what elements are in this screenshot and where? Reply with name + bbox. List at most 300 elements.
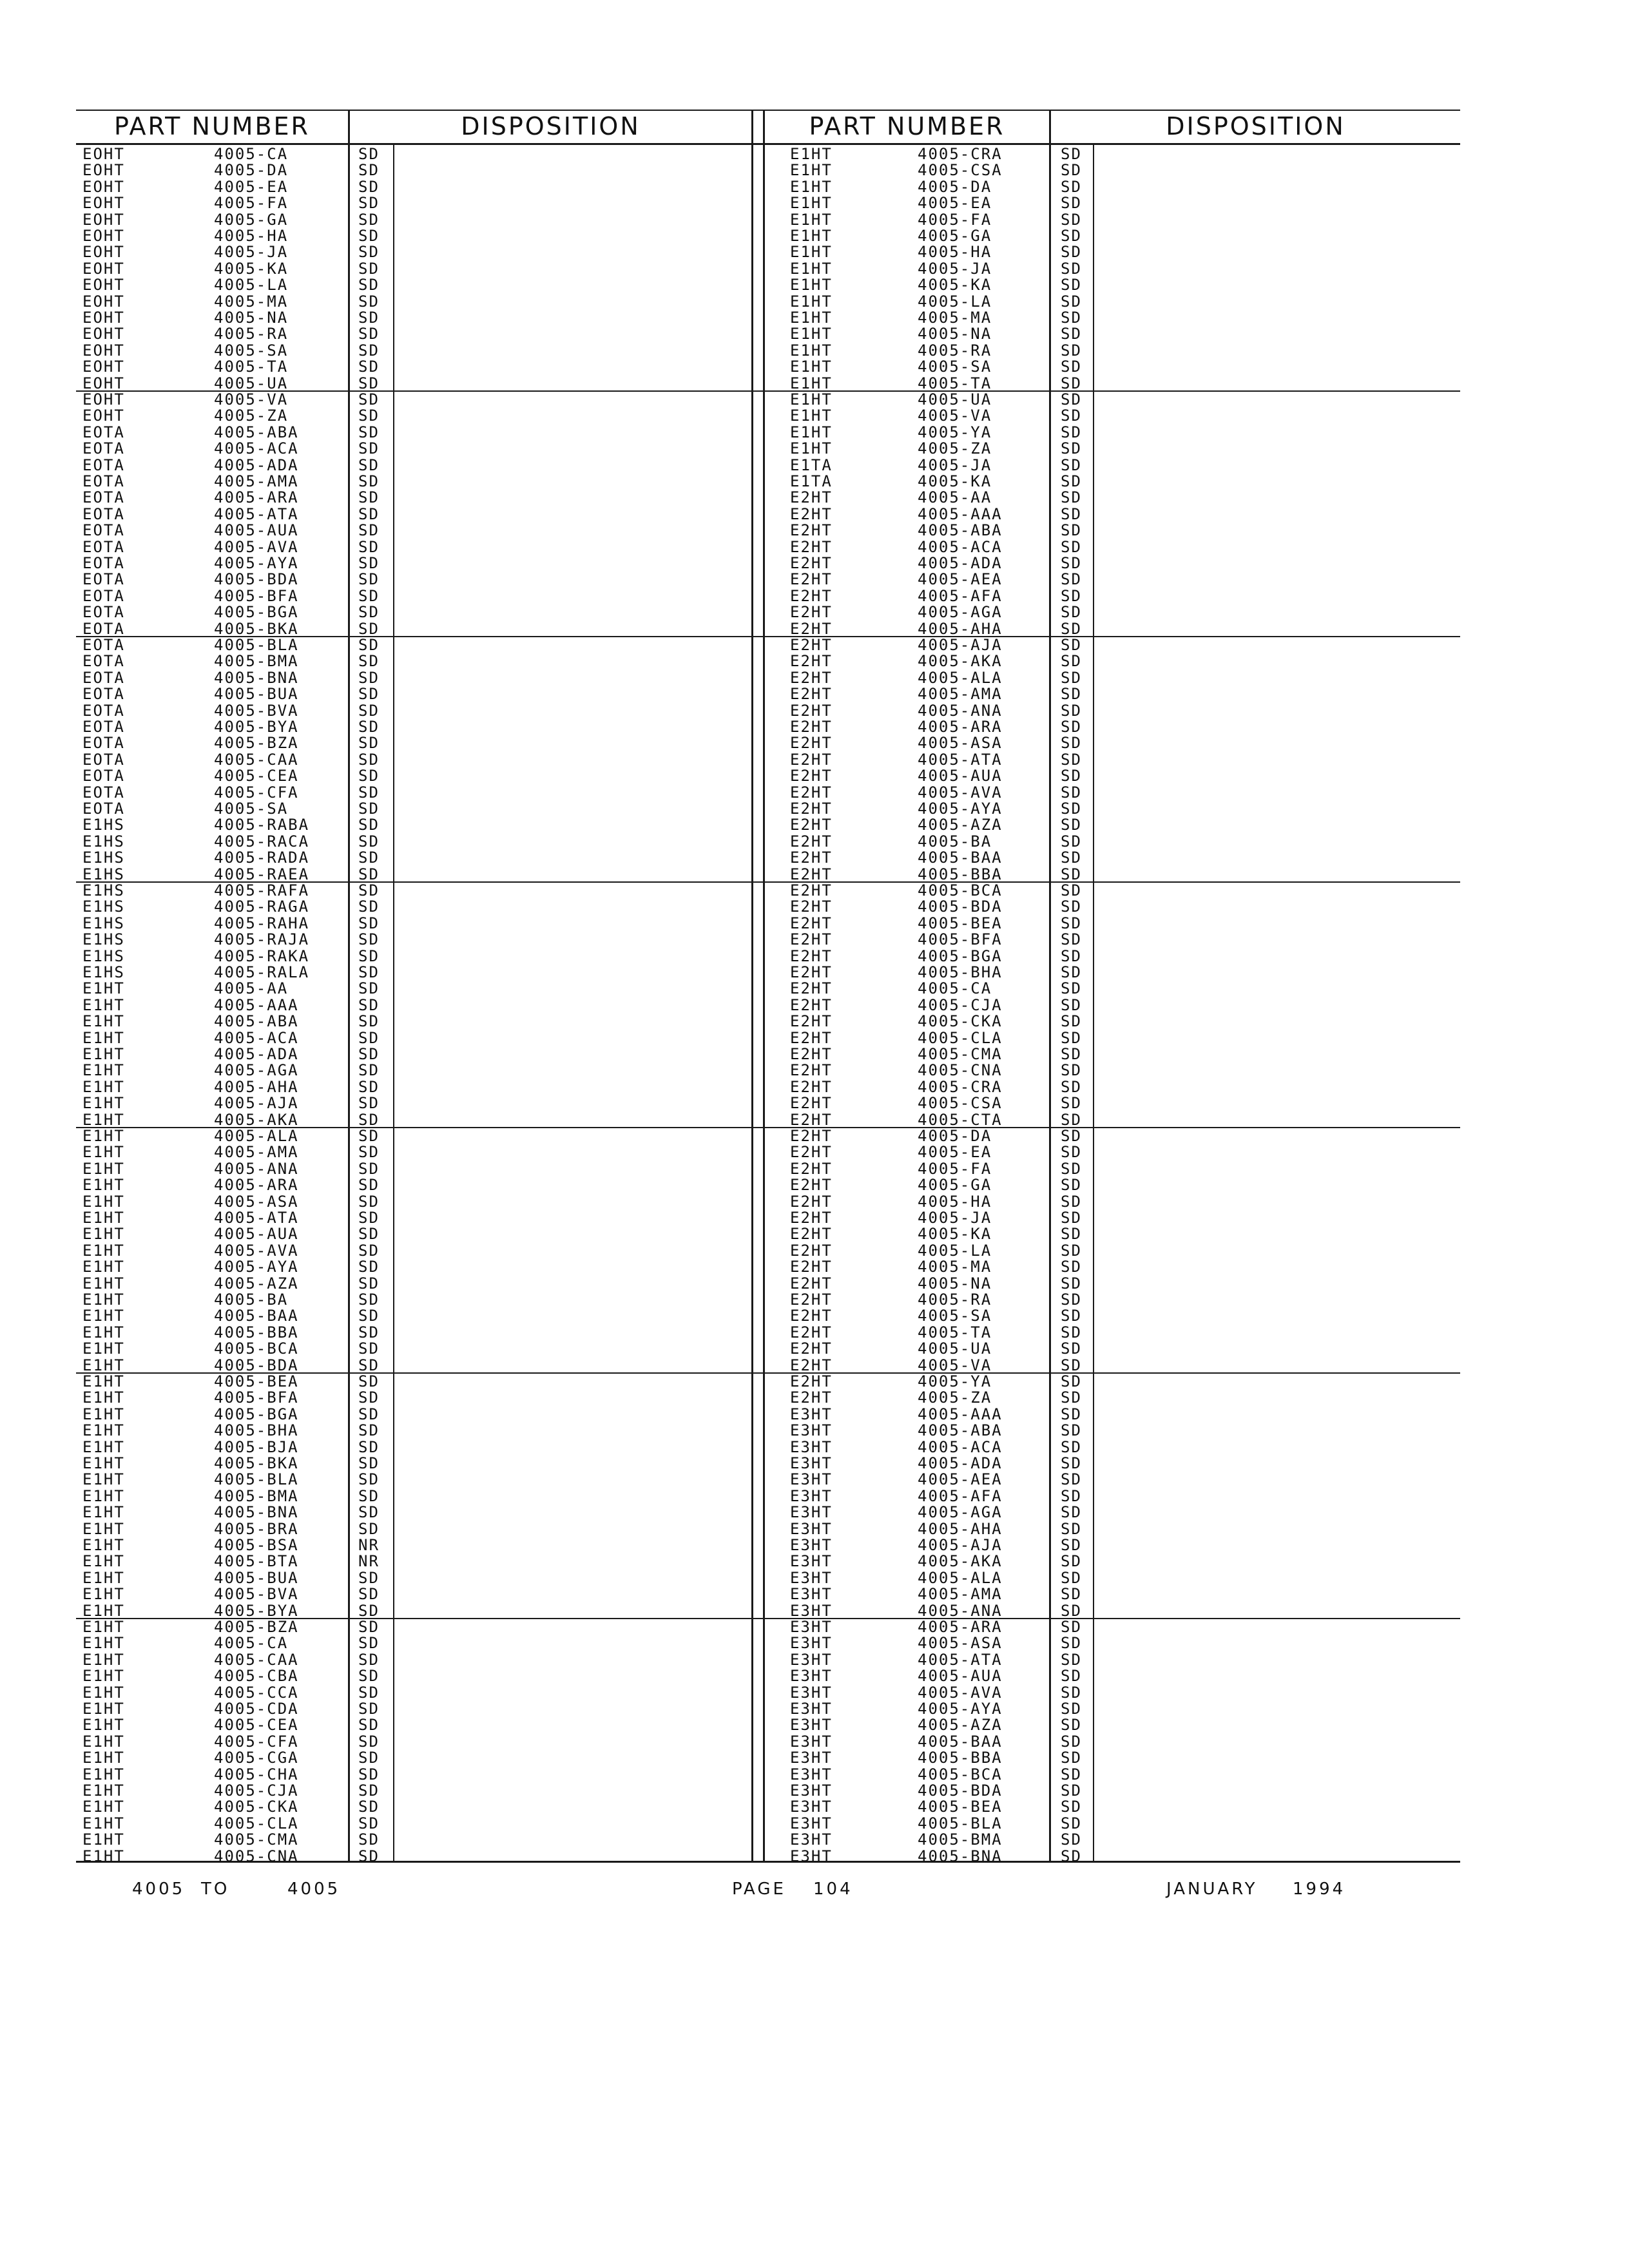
part-number: 4005-HA xyxy=(918,243,992,262)
disposition-code: SD xyxy=(1061,292,1082,311)
part-number: 4005-CSA xyxy=(918,1094,1003,1113)
disposition-code: SD xyxy=(358,194,380,213)
part-number: 4005-AGA xyxy=(918,603,1003,622)
part-prefix: E1HT xyxy=(82,1127,125,1145)
part-prefix: EOHT xyxy=(82,177,125,196)
part-number: 4005-JA xyxy=(918,456,992,474)
part-prefix: E3HT xyxy=(790,1585,833,1604)
disposition-code: SD xyxy=(358,1486,380,1505)
part-prefix: E3HT xyxy=(790,1634,833,1653)
part-prefix: EOHT xyxy=(82,194,125,213)
footer-range-to-label: TO xyxy=(201,1879,230,1899)
part-prefix: E2HT xyxy=(790,750,833,769)
disposition-code: SD xyxy=(1061,1700,1082,1718)
part-prefix: EOHT xyxy=(82,325,125,343)
part-prefix: E1HT xyxy=(790,292,833,311)
part-number: 4005-AA xyxy=(214,979,289,998)
disposition-code: SD xyxy=(358,783,380,802)
part-number: 4005-AAA xyxy=(918,1405,1003,1423)
disposition-code: SD xyxy=(1061,898,1082,916)
disposition-code: SD xyxy=(358,1454,380,1472)
part-prefix: E1HT xyxy=(790,276,833,294)
disposition-code: SD xyxy=(1061,881,1082,899)
part-prefix: EOTA xyxy=(82,488,125,507)
part-prefix: E2HT xyxy=(790,636,833,654)
part-prefix: E2HT xyxy=(790,734,833,753)
part-number: 4005-CKA xyxy=(214,1798,299,1816)
part-number: 4005-FA xyxy=(918,1159,992,1178)
part-prefix: E3HT xyxy=(790,1519,833,1538)
footer-page-label: PAGE xyxy=(732,1879,786,1899)
footer-range-from: 4005 xyxy=(132,1879,186,1899)
part-prefix: EOTA xyxy=(82,636,125,654)
part-prefix: E3HT xyxy=(790,1831,833,1849)
part-prefix: E1HT xyxy=(82,1061,125,1080)
part-prefix: E1HS xyxy=(82,832,125,850)
part-prefix: E1HT xyxy=(82,1814,125,1832)
part-prefix: E1HT xyxy=(82,1028,125,1047)
part-number: 4005-BKA xyxy=(214,619,299,638)
part-number: 4005-KA xyxy=(918,1225,992,1244)
part-number: 4005-AVA xyxy=(214,1241,299,1260)
part-number: 4005-ACA xyxy=(918,1437,1003,1456)
part-number: 4005-AMA xyxy=(918,685,1003,704)
part-prefix: E2HT xyxy=(790,685,833,704)
disposition-code: SD xyxy=(358,177,380,196)
part-number: 4005-AUA xyxy=(214,1225,299,1244)
disposition-code: SD xyxy=(358,423,380,441)
part-prefix: E3HT xyxy=(790,1700,833,1718)
disposition-code: SD xyxy=(358,325,380,343)
part-prefix: E1HS xyxy=(82,963,125,981)
part-prefix: E2HT xyxy=(790,783,833,802)
disposition-code: SD xyxy=(1061,718,1082,736)
disposition-code: SD xyxy=(358,161,380,180)
part-number: 4005-ARA xyxy=(918,1618,1003,1636)
part-number: 4005-SA xyxy=(214,800,289,818)
disposition-code: SD xyxy=(1061,439,1082,458)
disposition-code: SD xyxy=(358,1798,380,1816)
part-prefix: E2HT xyxy=(790,1045,833,1063)
disposition-code: SD xyxy=(358,292,380,311)
disposition-code: SD xyxy=(1061,554,1082,572)
part-number: 4005-FA xyxy=(214,194,289,213)
disposition-code: SD xyxy=(1061,1683,1082,1702)
part-prefix: E1HT xyxy=(82,1094,125,1113)
part-prefix: E3HT xyxy=(790,1405,833,1423)
disposition-code: SD xyxy=(1061,1798,1082,1816)
part-number: 4005-ZA xyxy=(214,407,289,425)
part-prefix: EOHT xyxy=(82,292,125,311)
disposition-code: SD xyxy=(1061,1470,1082,1489)
part-prefix: E2HT xyxy=(790,1241,833,1260)
part-number: 4005-JA xyxy=(918,259,992,278)
part-prefix: E2HT xyxy=(790,521,833,540)
part-number: 4005-RAHA xyxy=(214,914,310,932)
disposition-code: SD xyxy=(1061,1585,1082,1604)
part-prefix: EOHT xyxy=(82,227,125,245)
part-number: 4005-AMA xyxy=(214,472,299,490)
part-number: 4005-BVA xyxy=(214,701,299,720)
right-part-number-header: PART NUMBER xyxy=(809,112,1005,140)
part-prefix: E1HS xyxy=(82,914,125,932)
disposition-code: SD xyxy=(1061,1258,1082,1276)
part-number: 4005-BUA xyxy=(214,685,299,704)
part-number: 4005-BJA xyxy=(214,1437,299,1456)
part-prefix: E1HT xyxy=(790,243,833,262)
part-number: 4005-AJA xyxy=(214,1094,299,1113)
disposition-code: SD xyxy=(358,701,380,720)
part-number: 4005-DA xyxy=(214,161,289,180)
disposition-code: SD xyxy=(358,374,380,392)
part-prefix: E1HT xyxy=(790,177,833,196)
part-number: 4005-BNA xyxy=(214,1503,299,1522)
part-prefix: EOHT xyxy=(82,259,125,278)
disposition-code: SD xyxy=(358,1716,380,1735)
part-prefix: E3HT xyxy=(790,1765,833,1783)
part-number: 4005-CA xyxy=(918,979,992,998)
part-prefix: E2HT xyxy=(790,1143,833,1162)
part-number: 4005-BYA xyxy=(214,1601,299,1620)
part-number: 4005-ALA xyxy=(214,1127,299,1145)
part-number: 4005-TA xyxy=(918,1323,992,1341)
disposition-code: SD xyxy=(358,1437,380,1456)
part-number: 4005-CA xyxy=(214,145,289,163)
disposition-code: SD xyxy=(1061,505,1082,523)
part-number: 4005-CHA xyxy=(214,1765,299,1783)
left-disposition-header: DISPOSITION xyxy=(461,112,641,140)
part-prefix: E2HT xyxy=(790,1209,833,1227)
part-prefix: E3HT xyxy=(790,1536,833,1554)
part-number: 4005-EA xyxy=(214,177,289,196)
part-prefix: E1HT xyxy=(82,1258,125,1276)
part-prefix: EOTA xyxy=(82,505,125,523)
part-number: 4005-AMA xyxy=(214,1143,299,1162)
disposition-code: SD xyxy=(1061,1274,1082,1293)
part-number: 4005-ABA xyxy=(214,423,299,441)
disposition-code: SD xyxy=(1061,472,1082,490)
disposition-code: SD xyxy=(1061,1814,1082,1832)
part-prefix: E2HT xyxy=(790,1372,833,1390)
disposition-code: SD xyxy=(358,210,380,229)
part-number: 4005-KA xyxy=(918,472,992,490)
part-number: 4005-ARA xyxy=(214,1176,299,1195)
disposition-code: SD xyxy=(1061,521,1082,540)
part-prefix: E3HT xyxy=(790,1749,833,1767)
part-prefix: E1HT xyxy=(82,1143,125,1162)
disposition-code: SD xyxy=(1061,816,1082,834)
part-number: 4005-ZA xyxy=(918,1389,992,1407)
disposition-code: SD xyxy=(358,995,380,1014)
part-number: 4005-AKA xyxy=(918,1552,1003,1571)
part-prefix: E2HT xyxy=(790,554,833,572)
part-number: 4005-ANA xyxy=(918,1601,1003,1620)
part-prefix: E1HS xyxy=(82,881,125,899)
part-prefix: E1HT xyxy=(82,1307,125,1325)
part-prefix: E1HS xyxy=(82,947,125,965)
part-number: 4005-AJA xyxy=(918,1536,1003,1554)
part-number: 4005-CEA xyxy=(214,1716,299,1735)
part-prefix: E3HT xyxy=(790,1421,833,1440)
part-number: 4005-ARA xyxy=(918,718,1003,736)
disposition-code: SD xyxy=(358,832,380,850)
part-prefix: E1HT xyxy=(82,1519,125,1538)
disposition-code: SD xyxy=(1061,1732,1082,1751)
part-prefix: E1HT xyxy=(82,1159,125,1178)
part-prefix: E1HT xyxy=(790,161,833,180)
part-prefix: E1HT xyxy=(82,1077,125,1096)
part-number: 4005-BBA xyxy=(918,865,1003,883)
part-prefix: E2HT xyxy=(790,1356,833,1374)
disposition-code: SD xyxy=(1061,161,1082,180)
disposition-code: SD xyxy=(358,1045,380,1063)
part-prefix: E2HT xyxy=(790,800,833,818)
disposition-code: SD xyxy=(1061,259,1082,278)
part-number: 4005-CJA xyxy=(918,995,1003,1014)
disposition-code: SD xyxy=(358,1028,380,1047)
part-number: 4005-BNA xyxy=(918,1847,1003,1865)
disposition-code: SD xyxy=(358,865,380,883)
part-prefix: E1HT xyxy=(790,407,833,425)
part-number: 4005-AMA xyxy=(918,1585,1003,1604)
part-number: 4005-UA xyxy=(918,390,992,408)
part-number: 4005-ATA xyxy=(918,1650,1003,1669)
disposition-code: SD xyxy=(358,947,380,965)
disposition-code: SD xyxy=(1061,1667,1082,1686)
part-number: 4005-ALA xyxy=(918,1568,1003,1587)
part-prefix: E1HT xyxy=(82,1176,125,1195)
disposition-code: SD xyxy=(1061,1110,1082,1129)
part-prefix: EOHT xyxy=(82,210,125,229)
part-number: 4005-BDA xyxy=(918,898,1003,916)
disposition-code: SD xyxy=(358,816,380,834)
part-number: 4005-AEA xyxy=(918,570,1003,589)
part-number: 4005-BEA xyxy=(918,1798,1003,1816)
part-prefix: EOTA xyxy=(82,554,125,572)
disposition-code: SD xyxy=(358,750,380,769)
disposition-code: SD xyxy=(358,456,380,474)
disposition-code: SD xyxy=(1061,800,1082,818)
part-prefix: EOTA xyxy=(82,439,125,458)
part-prefix: E2HT xyxy=(790,1061,833,1080)
part-number: 4005-MA xyxy=(918,309,992,327)
part-number: 4005-HA xyxy=(214,227,289,245)
disposition-code: SD xyxy=(358,1127,380,1145)
part-number: 4005-CTA xyxy=(918,1110,1003,1129)
disposition-code: SD xyxy=(1061,963,1082,981)
part-number: 4005-NA xyxy=(214,309,289,327)
part-number: 4005-UA xyxy=(214,374,289,392)
part-number: 4005-AYA xyxy=(214,1258,299,1276)
part-number: 4005-YA xyxy=(918,423,992,441)
part-number: 4005-BHA xyxy=(214,1421,299,1440)
disposition-code: SD xyxy=(358,1847,380,1865)
part-prefix: E1HT xyxy=(82,1831,125,1849)
part-number: 4005-BFA xyxy=(214,1389,299,1407)
part-prefix: E2HT xyxy=(790,505,833,523)
part-number: 4005-AZA xyxy=(214,1274,299,1293)
disposition-code: SD xyxy=(358,537,380,556)
part-number: 4005-BUA xyxy=(214,1568,299,1587)
part-prefix: E3HT xyxy=(790,1782,833,1800)
part-number: 4005-RADA xyxy=(214,849,310,867)
part-prefix: EOTA xyxy=(82,718,125,736)
part-prefix: E3HT xyxy=(790,1798,833,1816)
part-number: 4005-RA xyxy=(214,325,289,343)
disposition-code: SD xyxy=(1061,325,1082,343)
part-number: 4005-TA xyxy=(918,374,992,392)
center-divider-right xyxy=(763,110,765,1861)
part-prefix: E1HT xyxy=(82,1667,125,1686)
part-number: 4005-AYA xyxy=(918,800,1003,818)
disposition-code: SD xyxy=(1061,1045,1082,1063)
disposition-code: SD xyxy=(1061,1536,1082,1554)
disposition-code: SD xyxy=(358,472,380,490)
disposition-code: SD xyxy=(358,1814,380,1832)
disposition-code: SD xyxy=(358,914,380,932)
part-prefix: E1HT xyxy=(82,1486,125,1505)
disposition-code: SD xyxy=(358,259,380,278)
part-number: 4005-SA xyxy=(214,341,289,360)
disposition-code: SD xyxy=(358,1241,380,1260)
part-number: 4005-AJA xyxy=(918,636,1003,654)
part-number: 4005-CAA xyxy=(214,750,299,769)
part-prefix: E1TA xyxy=(790,472,833,490)
disposition-code: SD xyxy=(358,1732,380,1751)
part-number: 4005-BCA xyxy=(918,1765,1003,1783)
right-disposition-header: DISPOSITION xyxy=(1166,112,1345,140)
part-number: 4005-NA xyxy=(918,325,992,343)
disposition-code: SD xyxy=(1061,603,1082,622)
disposition-code: SD xyxy=(1061,1291,1082,1309)
part-number: 4005-CGA xyxy=(214,1749,299,1767)
disposition-code: SD xyxy=(358,718,380,736)
part-prefix: E2HT xyxy=(790,537,833,556)
part-prefix: E2HT xyxy=(790,1323,833,1341)
part-prefix: EOTA xyxy=(82,521,125,540)
part-number: 4005-UA xyxy=(918,1340,992,1358)
part-number: 4005-AVA xyxy=(918,1683,1003,1702)
part-number: 4005-RAJA xyxy=(214,930,310,949)
part-prefix: E3HT xyxy=(790,1503,833,1522)
part-prefix: E1HT xyxy=(82,1683,125,1702)
part-prefix: E1HT xyxy=(790,145,833,163)
disposition-code: SD xyxy=(1061,1519,1082,1538)
part-prefix: E1HT xyxy=(82,1012,125,1031)
part-number: 4005-AYA xyxy=(918,1700,1003,1718)
part-number: 4005-AFA xyxy=(918,586,1003,605)
part-prefix: E2HT xyxy=(790,1307,833,1325)
disposition-code: SD xyxy=(1061,636,1082,654)
disposition-code: SD xyxy=(358,800,380,818)
part-prefix: EOHT xyxy=(82,374,125,392)
disposition-code: SD xyxy=(1061,570,1082,589)
footer-year: 1994 xyxy=(1293,1879,1346,1899)
part-number: 4005-BEA xyxy=(918,914,1003,932)
part-number: 4005-BKA xyxy=(214,1454,299,1472)
footer-range-to: 4005 xyxy=(287,1879,341,1899)
part-number: 4005-AAA xyxy=(214,995,299,1014)
part-number: 4005-BNA xyxy=(214,668,299,687)
part-prefix: E2HT xyxy=(790,1258,833,1276)
disposition-code: SD xyxy=(1061,865,1082,883)
part-prefix: EOHT xyxy=(82,358,125,376)
disposition-code: SD xyxy=(1061,652,1082,671)
part-number: 4005-ACA xyxy=(918,537,1003,556)
disposition-code: SD xyxy=(358,1503,380,1522)
part-number: 4005-BYA xyxy=(214,718,299,736)
part-prefix: E2HT xyxy=(790,1176,833,1195)
disposition-code: SD xyxy=(1061,1389,1082,1407)
part-number: 4005-BTA xyxy=(214,1552,299,1571)
part-prefix: E1HT xyxy=(82,1045,125,1063)
disposition-code: SD xyxy=(1061,1077,1082,1096)
part-number: 4005-CJA xyxy=(214,1782,299,1800)
disposition-code: SD xyxy=(358,668,380,687)
disposition-code: SD xyxy=(1061,914,1082,932)
disposition-code: SD xyxy=(358,554,380,572)
part-prefix: E1HT xyxy=(82,1749,125,1767)
disposition-code: SD xyxy=(1061,1716,1082,1735)
part-prefix: E1HT xyxy=(82,1454,125,1472)
part-prefix: E1HT xyxy=(790,341,833,360)
part-number: 4005-CLA xyxy=(918,1028,1003,1047)
part-number: 4005-AHA xyxy=(918,1519,1003,1538)
disposition-code: SD xyxy=(1061,1307,1082,1325)
part-prefix: EOTA xyxy=(82,603,125,622)
part-number: 4005-MA xyxy=(918,1258,992,1276)
part-prefix: E1HT xyxy=(82,1847,125,1865)
disposition-code: SD xyxy=(358,636,380,654)
part-number: 4005-CLA xyxy=(214,1814,299,1832)
part-number: 4005-RALA xyxy=(214,963,310,981)
part-number: 4005-FA xyxy=(918,210,992,229)
part-number: 4005-NA xyxy=(918,1274,992,1293)
disposition-code: SD xyxy=(358,1094,380,1113)
part-prefix: E1TA xyxy=(790,456,833,474)
part-prefix: E1HT xyxy=(82,1700,125,1718)
disposition-code: SD xyxy=(1061,1340,1082,1358)
disposition-code: SD xyxy=(1061,1061,1082,1080)
disposition-code: SD xyxy=(358,603,380,622)
part-prefix: E1HT xyxy=(82,1209,125,1227)
part-prefix: E1HT xyxy=(82,1732,125,1751)
part-number: 4005-BCA xyxy=(918,881,1003,899)
disposition-code: SD xyxy=(358,1143,380,1162)
part-prefix: E2HT xyxy=(790,1127,833,1145)
disposition-code: SD xyxy=(1061,1618,1082,1636)
part-number: 4005-BAA xyxy=(918,849,1003,867)
part-prefix: E1HT xyxy=(82,1568,125,1587)
part-number: 4005-HA xyxy=(918,1192,992,1211)
part-prefix: E1HT xyxy=(82,1192,125,1211)
disposition-code: SD xyxy=(358,341,380,360)
part-number: 4005-RAEA xyxy=(214,865,310,883)
part-number: 4005-BHA xyxy=(918,963,1003,981)
part-prefix: E2HT xyxy=(790,570,833,589)
disposition-code: NR xyxy=(358,1536,380,1554)
disposition-code: SD xyxy=(358,1340,380,1358)
part-number: 4005-AVA xyxy=(918,783,1003,802)
disposition-code: SD xyxy=(358,1323,380,1341)
part-prefix: E1HT xyxy=(82,1798,125,1816)
part-number: 4005-ATA xyxy=(918,750,1003,769)
part-prefix: E1HT xyxy=(790,390,833,408)
part-prefix: E1HT xyxy=(82,1437,125,1456)
part-prefix: E1HT xyxy=(82,1356,125,1374)
disposition-code: SD xyxy=(358,1782,380,1800)
disposition-code: SD xyxy=(1061,1405,1082,1423)
